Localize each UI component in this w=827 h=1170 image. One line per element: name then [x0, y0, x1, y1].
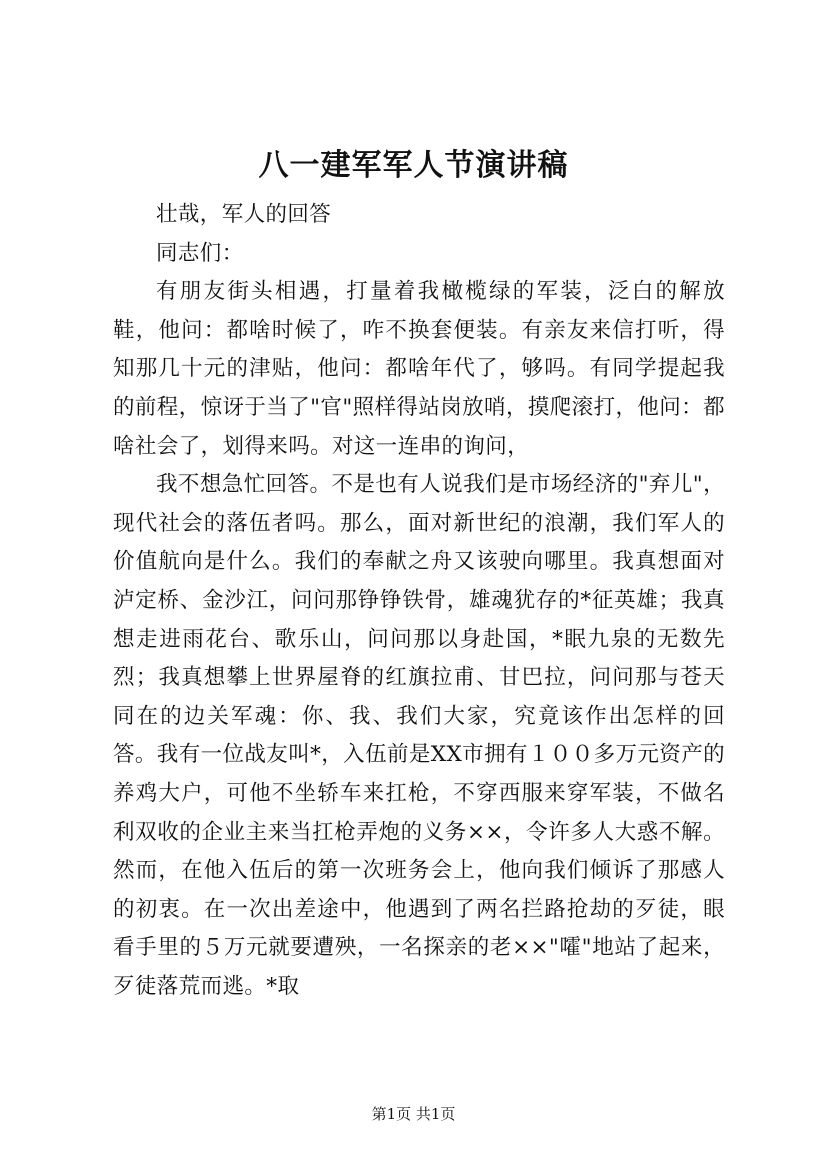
paragraph-subtitle: 壮哉，军人的回答 [156, 202, 332, 227]
document-title: 八一建军军人节演讲稿 [258, 148, 569, 183]
paragraph-2: 我不想急忙回答。不是也有人说我们是市场经济的"弃儿"，现代社会的落伍者吗。那么，面对新世纪的浪潮，我们军人的价值航向是什么。我们的奉献之舟又该驶向哪里。我真想面对泸定桥、金沙江，问问那铮铮铁骨，雄魂犹存的*征英雄；我真想走进雨花台、歌乐山，问问那以身赴国，*眠九泉的无数先烈；我真想攀上世界屋脊的红旗拉甫、甘巴拉，问问那与苍天同在的边关军魂：你、我、我们大家，究竟该作出怎样的回答。我有一位战友叫*，入伍前是XX市拥有１００多万元资产的养鸡大户，可他不坐轿车来扛枪，不穿西服来穿军装，不做名利双收的企业主来当扛枪弄炮的义务××，令许多人大惑不解。然而，在他入伍后的第一次班务会上，他向我们倾诉了那感人的初衷。在一次出差途中，他遇到了两名拦路抢劫的歹徒，眼看手里的５万元就要遭殃，一名探亲的老××"嚯"地站了起来，歹徒落荒而逃。*取 [113, 472, 725, 999]
paragraph-1: 有朋友街头相遇，打量着我橄榄绿的军装，泛白的解放鞋，他问：都啥时候了，咋不换套便装。有亲友来信打听，得知那几十元的津贴，他问：都啥年代了，够吗。有同学提起我的前程，惊讶于当了"官"照样得站岗放哨，摸爬滚打，他问：都啥社会了，划得来吗。对这一连串的询问， [113, 279, 725, 459]
document-body [113, 196, 725, 1006]
paragraph-salutation: 同志们： [156, 240, 244, 266]
page-footer: 第1页 共1页 [371, 1105, 456, 1123]
